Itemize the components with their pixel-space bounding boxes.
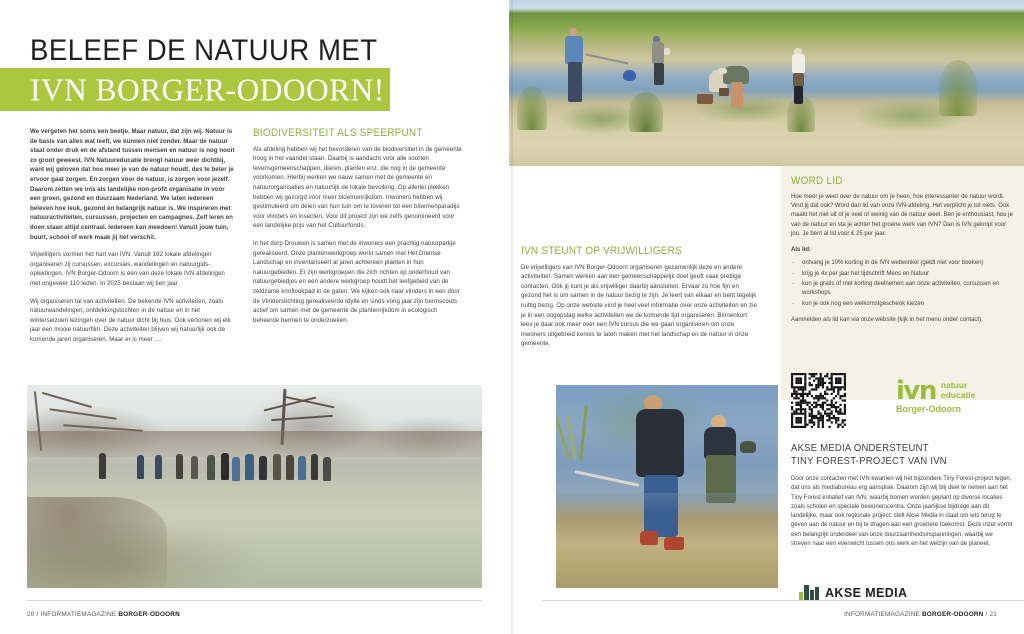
intro-paragraph: We vergeten het soms een beetje. Maar natuur, dat zijn wij. Natuur is de basis van alles wat leeft, we kunnen niet zonder. Maar de natuur staat onder druk en de afstand tussen mensen en natuur is nog nooit zo groot geweest. IVN Natuureducatie brengt natuur weer dichtbij, want wij geloven dat hoe meer je van de natuur houdt, des te beter je ervoor gaat zorgen. En zorgen voor de natuur, is zorgen voor jezelf. Daarom zetten we ons als landelijke non-profit organisatie in voor een groen, gezond en duurzaam Nederland. We laten iedereen beleven hoe leuk, gezond én belangrijk natuur is. We inspireren met natuuractiviteiten, cursussen, projecten en campagnes. Zelf leren en doen staan altijd centraal. Iedereen kan meedoen! Vanuit jouw tuin, buurt, school of werk maak jij het verschil. [30,128,235,241]
footer-right-brand: BORGER-ODOORN [921,611,984,618]
membership-intro: Hoe meer je weet over de natuur om je heen, hoe interessanter de natuur wordt. Vind jij dat ook? Word dan lid van onze IVN-afdeling. Het verplicht je tot niets. Ook maakt het niet uit of je veel of weinig van de natuur weet. Ben je enthousiast, hou je van de natuur en sta je achter het groene werk van IVN? Dan is IVN geknipt voor jou. Je bent al lid voor € 25 per jaar. [791,193,1013,237]
footer-left [27,611,180,618]
membership-outro: Aanmelden als lid kan via onze website (kijk in het menu onder contact). [791,316,983,323]
footer-left-brand: BORGER-ODOORN [118,611,180,618]
section-heading-vrijwilligers: IVN STEUNT OP VRIJWILLIGERS [521,245,682,257]
footer-right-magazine: INFORMATIEMAGAZINE [844,611,920,618]
akse-heading-line1: AKSE MEDIA ONDERSTEUNT [791,442,929,454]
footer-rule-right [542,600,1024,601]
ivn-logo-line2: educatie [940,389,976,400]
membership-content [791,175,1013,332]
ivn-logo [896,378,1008,418]
vrijwilligers-paragraph: De vrijwilligers van IVN Borger-Odoorn organiseren gezamenlijk deze en andere activiteiten. Samen werken aan een gemeenschappelijk doel geeft vaak prettige contacten. Ook jij kunt je als vrijwilliger daarbij aansluiten. Ervaar zo hoe fijn en gezond het is om samen in de natuur bezig te zijn. Je leert van elkaar en bent tegelijk nuttig bezig. Op onze website vind je heel veel informatie over onze activiteiten en zie je in een oogopslag welke activiteiten we de komende tijd organiseren. Binnenkort lees je daar ook meer over een IVN cursus die we gaan organiseren om onze inwoners uitgebreid kennis te laten maken met het landschap en de natuur in onze gemeente. [521,263,758,348]
biodiversiteit-paragraph-2: In het dorp Drouwen is samen met de inwoners een prachtig natuurparkje gerealiseerd. Onze plantenwerkgroep werkt samen met Het Drentse Landschap en inventariseert al jaren achtereen planten in hun natuurgebieden. Er zijn werkgroepen die zich richten op onderhoud van natuurgebiedjes en een andere werkgroep houdt het leefgebied van de zeldzame knoflookpad in de gaten. We kijken ook naar vlinders in een door de Vlinderstichting gerealiseerde Idylle en sinds vorig jaar zijn bermscouts actief om samen met de gemeente de plantenrijkdom in ecologisch beheerde bermen te onderzoeken. [253,239,460,324]
page-kicker: BELEEF DE NATUUR MET [30,34,378,67]
list-item: - kun je ook nog een welkomstgeschenk kiezen [791,300,1013,309]
photo-winterwalk [27,385,482,588]
footer-right-page: 21 [989,611,997,618]
akse-heading-line2: TINY FOREST-PROJECT VAN IVN [791,455,947,467]
qr-code[interactable] [791,373,846,428]
left-col1-paragraph-2: Vrijwilligers vormen het hart van IVN. Vanuit 162 lokale afdelingen organiseren zij cursussen, excursies, wandelingen en natuurgids-opleidingen. IVN Borger-Odoorn is één van deze lokale IVN afdelingen met ongeveer 110 leden. In 2025 bestaan wij tien jaar. [30,251,225,287]
footer-left-page: 20 [27,611,35,618]
footer-left-sep: / [36,611,39,618]
akse-heading [791,442,991,468]
akse-media-logo [799,584,907,601]
ivn-logo-place: Borger-Odoorn [896,404,961,414]
akse-paragraph: Door onze contacten met IVN kwamen wij het bijzondere Tiny Forest-project tegen, dat ons als mediabureau erg aansprak. Daarom zijn wij blij deel te nemen aan het Tiny Forest-initiatief van IVN, waarbij bomen worden geplant op diverse locaties zoals scholen en speciale bewonerscentra. Onze jaarlijkse bijdrage aan dit landelijke, maar ook regionale project, stelt Akse Media in staat om iets terug te geven aan de natuur en bij te dragen aan een groenere toekomst. Deze inzet vormt een belangrijk onderdeel van onze duurzaamheidsinspanningen, waarbij we streven naar een evenwicht tussen ons werk en het welzijn van de planeet. [791,476,1013,548]
footer-right [844,611,997,618]
left-col1-paragraph-3: Wij organiseren tal van activiteiten. De bekende IVN activiteiten, zoals natuurwandelingen, ontdekkingstochten in de natuur en in het winterseizoen lezingen over de natuur dicht bij huis. Ook vertonen wij elk jaar een mooie natuurfilm. Deze activiteiten blijven wij natuurlijk ook de komende jaren organiseren. Maar er is meer .... [30,297,231,343]
ivn-logo-line1: natuur [940,380,968,390]
page-title-banner [0,68,390,111]
akse-mark-icon [799,584,819,601]
section-heading-biodiversiteit: BIODIVERSITEIT ALS SPEERPUNT [253,127,423,139]
akse-media-section [791,442,1013,556]
right-column-volunteers [521,245,758,349]
footer-left-magazine: INFORMATIEMAGAZINE [40,611,117,618]
membership-perks-list [791,259,1013,308]
list-item: - ontvang je 10% korting in de IVN webwinkel (geldt niet voor boeken) [791,259,1013,268]
list-item: - krijg je 4x per jaar het tijdschrift Mens en Natuur [791,270,1013,279]
left-column-1 [30,127,235,344]
page-title: IVN BORGER-ODOORN! [30,71,385,107]
ivn-logo-wordmark: ivn [896,376,936,406]
footer-right-sep: / [985,611,988,618]
list-item: - kun je gratis of met korting deelnemen aan onze activiteiten, cursussen en workshops [791,280,1013,299]
photo-fieldwork [509,0,1024,166]
left-column-2 [253,127,465,325]
photo-kids [556,385,778,588]
membership-perks-label: Als lid: [791,247,812,254]
akse-logo-name: AKSE MEDIA [825,585,908,600]
footer-rule-left [27,600,482,601]
page-gutter [511,0,513,634]
section-heading-word-lid: WORD LID [791,175,843,187]
biodiversiteit-paragraph-1: Als afdeling hebben wij het bevorderen van de biodiversiteit in de gemeente hoog in het vaandel staan. Daarbij is aandacht voor alle soorten levensgemeenschappen, dieren, planten enz. die nog in de gemeente voorkomen. Hierbij werken we nauw samen met de gemeente en natuurorganisaties en natuurlijk de lokale bevolking. Op allerlei plekken hebben wij gezorgd voor meer bloemenrijkdom. Inwoners hebben wij gestimuleerd om delen van hun tuin om te toveren tot een bloemenparadijs voor vlinders en insecten. Voor dit project zijn we zelfs genomineerd voor een landelijke prijs van het Cultuurfonds. [253,145,462,230]
